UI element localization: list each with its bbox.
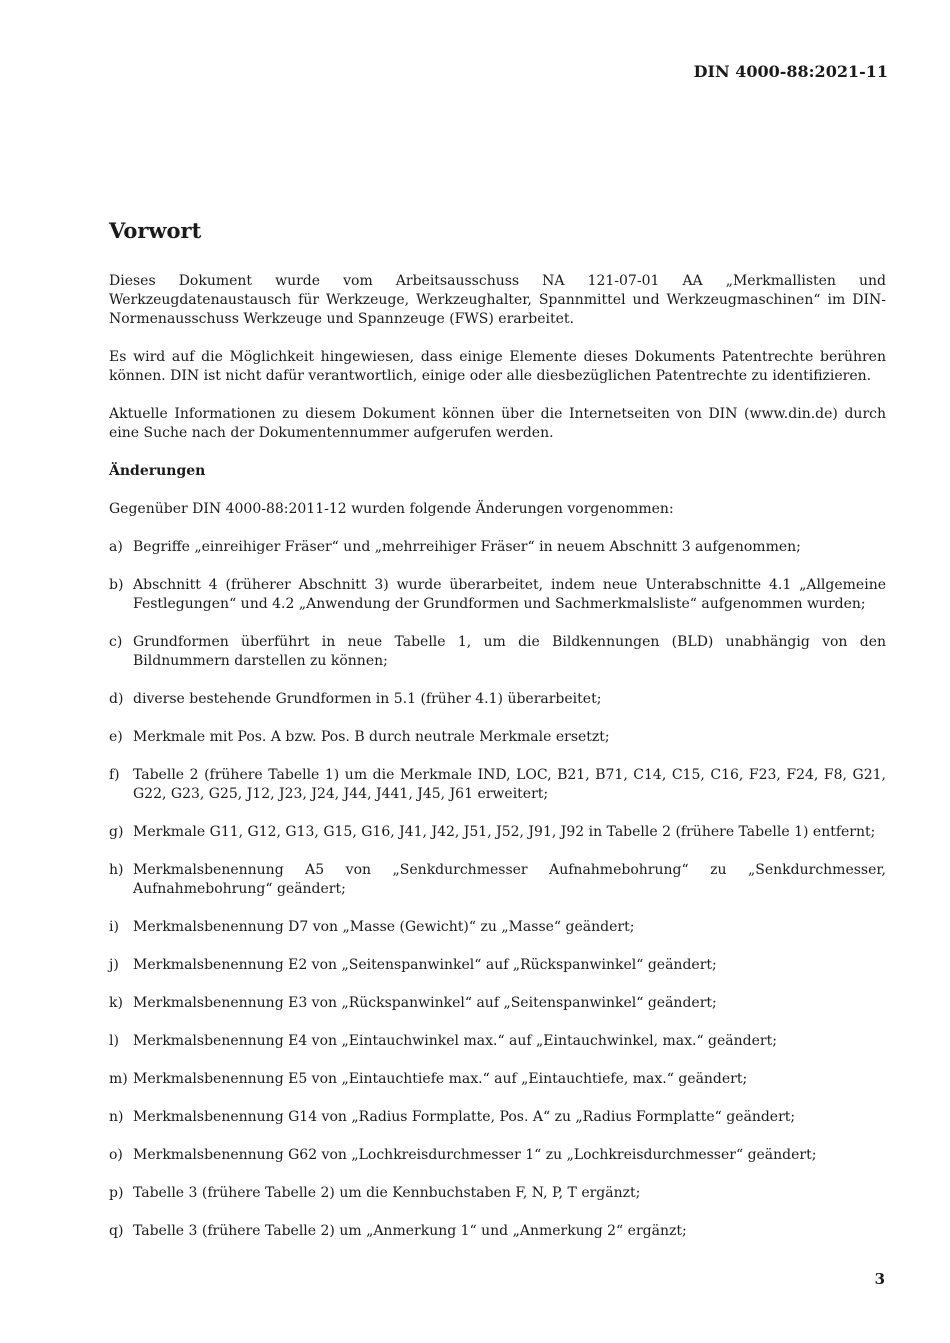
paragraph-patent: Es wird auf die Möglichkeit hingewiesen, dass einige Elemente dieses Dokuments Patentrechte berühren können. DIN ist nicht dafür verantwortlich, einige oder alle diesbezüglichen Patentrechte zu identifizieren. [109, 349, 886, 384]
list-marker: k) [109, 995, 123, 1011]
list-marker: d) [109, 691, 124, 707]
paragraph-info: Aktuelle Informationen zu diesem Dokument können über die Internetseiten von DIN (www.din.de) durch eine Suche nach der Dokumentennummer aufgerufen werden. [109, 406, 886, 441]
changes-intro: Gegenüber DIN 4000-88:2011-12 wurden folgende Änderungen vorgenommen: [109, 501, 674, 517]
list-marker: c) [109, 634, 123, 650]
list-item [109, 766, 886, 804]
list-text: Merkmale mit Pos. A bzw. Pos. B durch neutrale Merkmale ersetzt; [133, 729, 610, 745]
list-marker: e) [109, 729, 123, 745]
list-item [109, 861, 886, 899]
list-marker: o) [109, 1147, 123, 1163]
list-text: Merkmalsbenennung E2 von „Seitenspanwinkel“ auf „Rückspanwinkel“ geändert; [133, 957, 717, 973]
changes-heading: Änderungen [109, 463, 206, 479]
list-marker: m) [109, 1071, 128, 1087]
list-text: Tabelle 3 (frühere Tabelle 2) um „Anmerkung 1“ und „Anmerkung 2“ ergänzt; [133, 1223, 687, 1239]
list-item [109, 994, 886, 1013]
page-number: 3 [874, 1270, 885, 1288]
list-item [109, 823, 886, 842]
list-text: Tabelle 3 (frühere Tabelle 2) um die Kennbuchstaben F, N, P, T ergänzt; [133, 1185, 641, 1201]
list-text: Merkmale G11, G12, G13, G15, G16, J41, J42, J51, J52, J91, J92 in Tabelle 2 (frühere Tabelle 1) entfernt; [133, 824, 876, 840]
document-id: DIN 4000-88:2021-11 [693, 62, 888, 81]
list-item [109, 728, 886, 747]
list-text: Merkmalsbenennung A5 von „Senkdurchmesser Aufnahmebohrung“ zu „Senkdurchmesser, Aufnahmebohrung“ geändert; [133, 862, 886, 897]
list-item [109, 1222, 886, 1241]
list-item [109, 956, 886, 975]
list-item [109, 633, 886, 671]
list-marker: j) [109, 957, 119, 973]
list-item [109, 1146, 886, 1165]
list-text: Abschnitt 4 (früherer Abschnitt 3) wurde überarbeitet, indem neue Unterabschnitte 4.1 „Allgemeine Festlegungen“ und 4.2 „Anwendung der Grundformen und Sachmerkmalsliste“ aufgenommen wurden; [133, 577, 886, 612]
list-marker: b) [109, 577, 124, 593]
list-text: Merkmalsbenennung D7 von „Masse (Gewicht)“ zu „Masse“ geändert; [133, 919, 635, 935]
list-text: Merkmalsbenennung G62 von „Lochkreisdurchmesser 1“ zu „Lochkreisdurchmesser“ geändert; [133, 1147, 817, 1163]
list-item [109, 1032, 886, 1051]
list-item [109, 538, 886, 557]
list-item [109, 1108, 886, 1127]
list-marker: h) [109, 862, 124, 878]
list-text: Merkmalsbenennung G14 von „Radius Formplatte, Pos. A“ zu „Radius Formplatte“ geändert; [133, 1109, 796, 1125]
changes-list [109, 538, 886, 1241]
list-text: Merkmalsbenennung E3 von „Rückspanwinkel“ auf „Seitenspanwinkel“ geändert; [133, 995, 717, 1011]
list-marker: i) [109, 919, 119, 935]
list-item [109, 690, 886, 709]
list-marker: l) [109, 1033, 119, 1049]
main-content [109, 217, 886, 1260]
list-marker: p) [109, 1185, 124, 1201]
list-item [109, 918, 886, 937]
list-item [109, 576, 886, 614]
list-marker: g) [109, 824, 124, 840]
list-marker: a) [109, 539, 123, 555]
paragraph-committee: Dieses Dokument wurde vom Arbeitsausschuss NA 121-07-01 AA „Merkmallisten und Werkzeugdatenaustausch für Werkzeuge, Werkzeughalter, Spannmittel und Werkzeugmaschinen“ im DIN-Normenausschuss Werkzeuge und Spannzeuge (FWS) erarbeitet. [109, 273, 886, 327]
list-item [109, 1070, 886, 1089]
list-text: diverse bestehende Grundformen in 5.1 (früher 4.1) überarbeitet; [133, 691, 602, 707]
list-text: Begriffe „einreihiger Fräser“ und „mehrreihiger Fräser“ in neuem Abschnitt 3 aufgenommen; [133, 539, 801, 555]
list-marker: q) [109, 1223, 124, 1239]
list-text: Merkmalsbenennung E5 von „Eintauchtiefe max.“ auf „Eintauchtiefe, max.“ geändert; [133, 1071, 748, 1087]
list-marker: f) [109, 767, 120, 783]
list-text: Tabelle 2 (frühere Tabelle 1) um die Merkmale IND, LOC, B21, B71, C14, C15, C16, F23, F24, F8, G21, G22, G23, G25, J12, J23, J24, J44, J441, J45, J61 erweitert; [133, 767, 886, 802]
list-text: Merkmalsbenennung E4 von „Eintauchwinkel max.“ auf „Eintauchwinkel, max.“ geändert; [133, 1033, 777, 1049]
list-item [109, 1184, 886, 1203]
list-marker: n) [109, 1109, 124, 1125]
page-title: Vorwort [109, 218, 202, 243]
list-text: Grundformen überführt in neue Tabelle 1, um die Bildkennungen (BLD) unabhängig von den Bildnummern darstellen zu können; [133, 634, 886, 669]
